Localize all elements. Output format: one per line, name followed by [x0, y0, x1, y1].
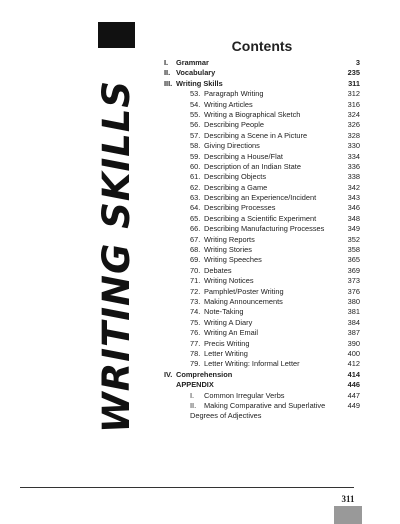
toc-entry-page: 336 [347, 161, 360, 171]
contents-panel [164, 38, 360, 421]
toc-entry [164, 110, 360, 120]
toc-entry [164, 235, 360, 245]
toc-entry-number: 58. [190, 141, 201, 151]
footer-gray-block [334, 506, 362, 524]
toc-entry-number: 62. [190, 182, 201, 192]
toc-entry-title-text: Writing Speeches [204, 255, 262, 265]
toc-entry-page: 338 [347, 172, 360, 182]
toc-entry-page: 348 [347, 213, 360, 223]
toc-entry-number: 64. [190, 203, 201, 213]
page-number: 311 [341, 494, 355, 504]
toc-entry-title [176, 266, 338, 276]
toc-entry-page: 384 [347, 317, 360, 327]
toc-entry-number: 53. [190, 89, 201, 99]
toc-entry-title-text: Letter Writing: Informal Letter [204, 359, 300, 369]
toc-entry-title [176, 391, 338, 401]
toc-entry-title: APPENDIX [176, 380, 214, 390]
footer-divider [20, 487, 354, 488]
toc-entry-number: 66. [190, 224, 201, 234]
toc-entry-page: 449 [347, 400, 360, 410]
toc-entry-title-text: Writing a Biographical Sketch [204, 109, 301, 119]
toc-entry-title [176, 214, 338, 224]
toc-entry-page: 330 [347, 141, 360, 151]
toc-entry-title-text: Paragraph Writing [204, 89, 264, 99]
toc-entry-page: 373 [347, 276, 360, 286]
toc-entry [164, 297, 360, 307]
toc-entry-page: 447 [347, 390, 360, 400]
toc-entry-title [176, 110, 338, 120]
toc-entry-page: 369 [347, 265, 360, 275]
toc-entry [164, 245, 360, 255]
toc-entry [164, 100, 360, 110]
toc-entry-page: 312 [347, 89, 360, 99]
toc-entry [164, 349, 360, 359]
toc-entry-number [164, 235, 176, 245]
toc-entry-title-text: Making Comparative and Superlative Degrees of Adjectives [190, 400, 326, 420]
toc-entry-title-text: Describing Objects [204, 172, 267, 182]
toc-entry-title-text: Note-Taking [204, 307, 244, 317]
toc-entry [164, 162, 360, 172]
toc-entry-title-text: Giving Directions [204, 141, 260, 151]
toc-entry [164, 287, 360, 297]
toc-entry [164, 58, 360, 68]
toc-entry-title [176, 131, 338, 141]
toc-entry-page: 358 [347, 245, 360, 255]
toc-entry-number: 68. [190, 245, 201, 255]
toc-entry-number [164, 120, 176, 130]
toc-entry-number: 75. [190, 317, 201, 327]
toc-entry-number: II. [164, 68, 171, 78]
toc-entry-title-text: Describing Processes [204, 203, 276, 213]
toc-entry-number [164, 359, 176, 369]
toc-entry-title-text: Describing a Scientific Experiment [204, 213, 317, 223]
toc-entry-number [164, 307, 176, 317]
spine-title [95, 36, 138, 476]
toc-entry-title: Grammar [176, 58, 209, 67]
toc-entry-title [176, 307, 338, 317]
toc-entry-number: 77. [190, 338, 201, 348]
toc-entry-number: 54. [190, 99, 201, 109]
toc-entry-page: 3 [355, 58, 360, 67]
toc-entry-page: 343 [347, 193, 360, 203]
toc-entry-title-text: Describing a Game [204, 182, 268, 192]
toc-entry-number: 61. [190, 172, 201, 182]
toc-entry-title [176, 318, 338, 328]
toc-entry-number [164, 276, 176, 286]
toc-entry-number [164, 193, 176, 203]
toc-entry-number [164, 110, 176, 120]
toc-entry-page: 412 [347, 359, 360, 369]
toc-entry-title [176, 401, 338, 421]
toc-entry-number: 73. [190, 296, 201, 306]
toc-entry [164, 318, 360, 328]
spine-title-text: WRITING SKILLS [95, 79, 138, 433]
toc-entry-title-text: Common Irregular Verbs [204, 390, 285, 400]
toc-entry-number: 71. [190, 276, 201, 286]
toc-entry [164, 370, 360, 380]
toc-entry-page: 346 [347, 203, 360, 213]
toc-entry-page: 235 [347, 68, 360, 78]
toc-entry-number [164, 172, 176, 182]
toc-entry-title [176, 120, 338, 130]
toc-entry-page: 316 [347, 99, 360, 109]
toc-entry-number [164, 203, 176, 213]
toc-entry [164, 328, 360, 338]
toc-entry-title [176, 162, 338, 172]
toc-entry [164, 172, 360, 182]
toc-entry-number: 67. [190, 234, 201, 244]
toc-entry-title-text: Pamphlet/Poster Writing [204, 286, 284, 296]
toc-entry-number: 79. [190, 359, 201, 369]
toc-entry-number: I. [190, 390, 195, 400]
toc-entry-title [176, 287, 338, 297]
toc-entry-title [176, 359, 338, 369]
toc-entry [164, 255, 360, 265]
toc-entry-number: 69. [190, 255, 201, 265]
toc-entry-title [176, 224, 338, 234]
toc-entry [164, 391, 360, 401]
toc-entry [164, 224, 360, 234]
toc-entry-title [176, 328, 338, 338]
toc-entry-number [164, 214, 176, 224]
toc-entry-number [164, 391, 176, 401]
toc-entry [164, 359, 360, 369]
toc-entry-title [176, 172, 338, 182]
toc-entry-page: 365 [347, 255, 360, 265]
toc-entry-number: IV. [164, 369, 173, 379]
toc-entry-title [176, 297, 338, 307]
toc-entry-number: 59. [190, 151, 201, 161]
toc-entry-title-text: Letter Writing [204, 348, 248, 358]
toc-entry [164, 339, 360, 349]
toc-entry-number [164, 255, 176, 265]
toc-entry-title-text: Debates [204, 265, 232, 275]
toc-entry-number: 65. [190, 213, 201, 223]
toc-entry-title [176, 100, 338, 110]
toc-entry [164, 380, 360, 390]
toc-entry-number [164, 380, 176, 390]
toc-entry-number [164, 266, 176, 276]
toc-entry-title-text: Precis Writing [204, 338, 250, 348]
toc-entry-title: Vocabulary [176, 68, 216, 78]
toc-entry-number: 70. [190, 265, 201, 275]
toc-entry-title [176, 245, 338, 255]
toc-entry-title-text: Describing a Scene in A Picture [204, 130, 308, 140]
toc-entry-number: III. [164, 78, 173, 88]
toc-entry-title: Comprehension [176, 369, 233, 379]
toc-entry-number [164, 162, 176, 172]
toc-entry-number: 72. [190, 286, 201, 296]
toc-entry-title-text: Describing People [204, 120, 264, 130]
toc-entry-title [176, 255, 338, 265]
toc-entry [164, 152, 360, 162]
toc-entry-title [176, 203, 338, 213]
toc-entry-title [176, 183, 338, 193]
toc-entry-number [164, 287, 176, 297]
toc-entry [164, 203, 360, 213]
toc-entry-page: 324 [347, 109, 360, 119]
toc-entry-page: 390 [347, 338, 360, 348]
toc-entry-title [176, 89, 338, 99]
toc-entry-title-text: Writing A Diary [204, 317, 253, 327]
toc-entry-page: 400 [347, 348, 360, 358]
toc-entry-title [176, 141, 338, 151]
toc-entry-title [176, 276, 338, 286]
toc-entry-page: 342 [347, 182, 360, 192]
toc-entry-number: 63. [190, 193, 201, 203]
toc-entry-number [164, 152, 176, 162]
toc-entry-page: 311 [348, 78, 360, 88]
toc-entry-title [176, 349, 338, 359]
toc-entry-page: 376 [347, 286, 360, 296]
toc-entry [164, 141, 360, 151]
toc-entry-number: 74. [190, 307, 201, 317]
toc-entry-number [164, 297, 176, 307]
toc-entry-title [176, 193, 338, 203]
toc-entry-number [164, 100, 176, 110]
toc-entry-title-text: Writing Stories [204, 245, 252, 255]
toc-entry-number [164, 349, 176, 359]
toc-entry-number: 57. [190, 130, 201, 140]
toc-entry-title: Writing Skills [176, 78, 223, 88]
toc-entry-number [164, 318, 176, 328]
toc-entry-title-text: Writing Articles [204, 99, 253, 109]
toc-entry [164, 120, 360, 130]
toc-entry-title-text: Writing Reports [204, 234, 255, 244]
toc-entry-title-text: Making Announcements [204, 296, 283, 306]
toc-entry [164, 214, 360, 224]
toc-entry-page: 328 [347, 130, 360, 140]
toc-entry-number: 78. [190, 348, 201, 358]
toc-entry [164, 183, 360, 193]
toc-entry-title [176, 152, 338, 162]
toc-entry-number: I. [164, 58, 169, 67]
toc-entry-number [164, 401, 176, 421]
toc-entry-number: 55. [190, 109, 201, 119]
toc-entry-number [164, 89, 176, 99]
toc-entry-page: 446 [347, 380, 360, 390]
toc-entry [164, 276, 360, 286]
toc-entry-number [164, 328, 176, 338]
toc-entry [164, 307, 360, 317]
toc-entry-title-text: Writing Notices [204, 276, 254, 286]
toc-entry [164, 193, 360, 203]
toc-entry-title-text: Describing Manufacturing Processes [204, 224, 325, 234]
toc-entry [164, 79, 360, 89]
toc-entry-page: 381 [347, 307, 360, 317]
toc-entry-number: II. [190, 400, 197, 410]
toc-entry-title-text: Description of an Indian State [204, 161, 301, 171]
toc-entry-page: 380 [347, 296, 360, 306]
toc-entry-number: 76. [190, 328, 201, 338]
toc-entry [164, 266, 360, 276]
toc-entry [164, 68, 360, 78]
toc-entry-number: 56. [190, 120, 201, 130]
toc-entry [164, 401, 360, 421]
toc-entry-number [164, 245, 176, 255]
toc-entry-title [176, 339, 338, 349]
toc-entry [164, 131, 360, 141]
toc-entry-page: 352 [347, 234, 360, 244]
toc-entry-page: 349 [347, 224, 360, 234]
toc-entry-number [164, 131, 176, 141]
toc-entry-number [164, 141, 176, 151]
toc-entry [164, 89, 360, 99]
toc-entry-page: 387 [347, 328, 360, 338]
toc-entry-number [164, 183, 176, 193]
contents-title: Contents [231, 38, 293, 54]
toc-entry-title-text: Writing An Email [204, 328, 259, 338]
toc-entry-page: 334 [347, 151, 360, 161]
toc-entry-number [164, 224, 176, 234]
toc-entry-number: 60. [190, 161, 201, 171]
toc-entry-title-text: Describing a House/Flat [204, 151, 283, 161]
toc-list [164, 58, 360, 421]
toc-entry-title-text: Describing an Experience/Incident [204, 193, 317, 203]
toc-entry-number [164, 339, 176, 349]
toc-entry-title [176, 235, 338, 245]
toc-entry-page: 326 [347, 120, 360, 130]
toc-entry-page: 414 [347, 369, 360, 379]
